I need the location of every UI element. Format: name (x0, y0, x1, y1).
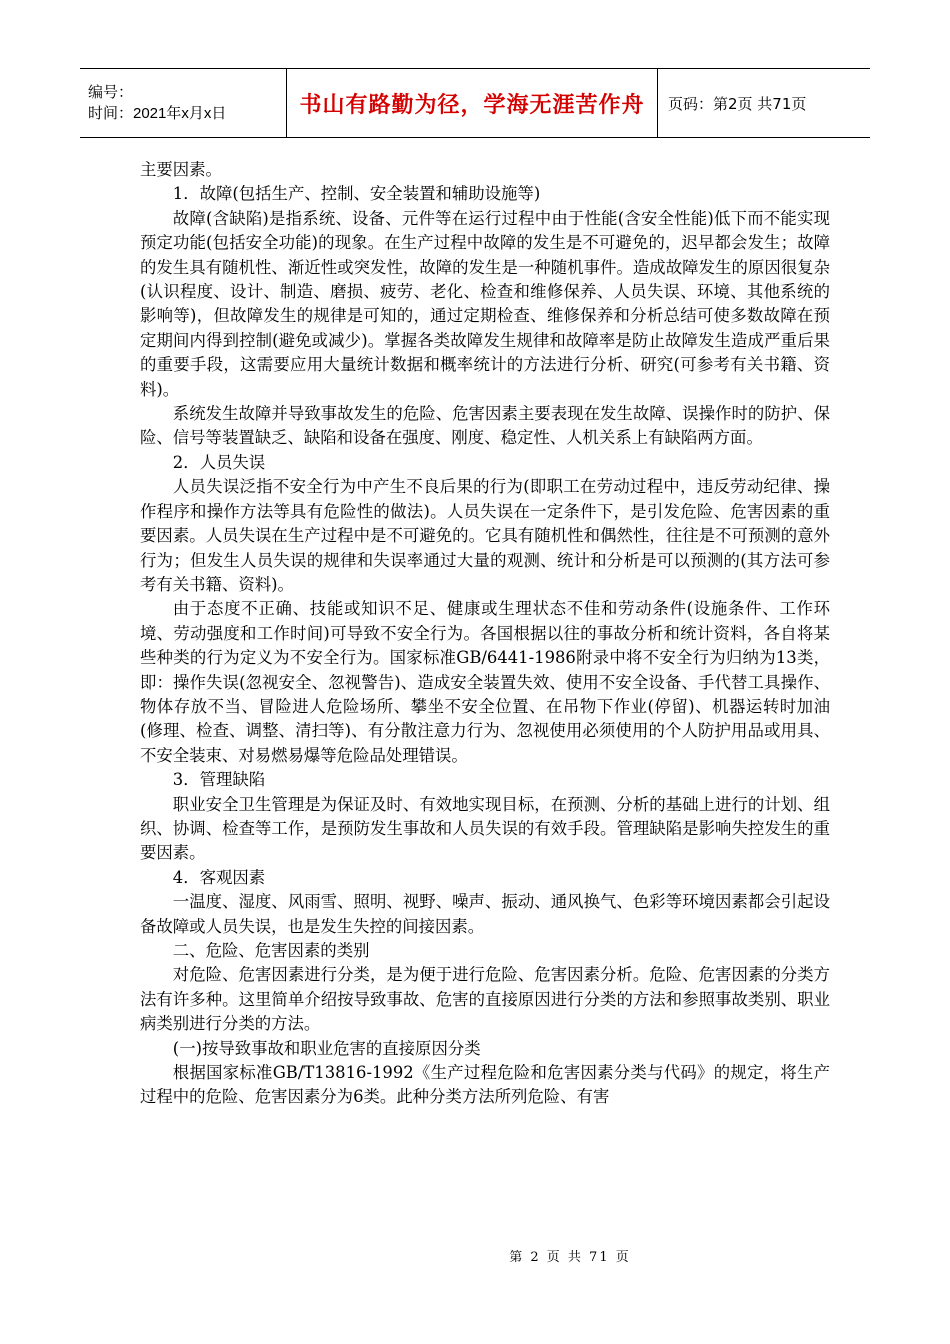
paragraph: (一)按导致事故和职业危害的直接原因分类 (172, 1038, 481, 1058)
paragraph: 3．管理缺陷 (172, 770, 266, 790)
header-meta (80, 69, 286, 137)
paragraph: 一温度、湿度、风雨雪、照明、视野、噪声、振动、通风换气、色彩等环境因素都会引起设备故障或人员失误，也是发生失控的间接因素。 (140, 892, 830, 936)
page-header (80, 68, 870, 138)
document-body (140, 158, 830, 1110)
paragraph: 由于态度不正确、技能或知识不足、健康或生理状态不佳和劳动条件(设施条件、工作环境、劳动强度和工作时间)可导致不安全行为。各国根据以往的事故分析和统计资料，各自将某些种类的行为定义为不安全行为。国家标准GB/6441-1986附录中将不安全行为归纳为13类，即：操作失误(忽视安全、忽视警告)、造成安全装置失效、使用不安全设备、手代替工具操作、物体存放不当、冒险进人危险场所、攀坐不安全位置、在吊物下作业(停留)、机器运转时加油(修理、检查、调整、清扫等)、有分散注意力行为、忽视使用必须使用的个人防护用品或用具、不安全装束、对易燃易爆等危险品处理错误。 (140, 599, 830, 765)
paragraph: 2．人员失误 (172, 452, 266, 472)
paragraph: 人员失误泛指不安全行为中产生不良后果的行为(即职工在劳动过程中，违反劳动纪律、操作程序和操作方法等具有危险性的做法)。人员失误在一定条件下，是引发危险、危害因素的重要因素。人员失误在生产过程中是不可避免的。它具有随机性和偶然性，往往是不可预测的意外行为；但发生人员失误的规律和失误率通过大量的观测、统计和分析是可以预测的(其方法可参考有关书籍、资料)。 (140, 477, 830, 594)
paragraph: 系统发生故障并导致事故发生的危险、危害因素主要表现在发生故障、误操作时的防护、保险、信号等装置缺乏、缺陷和设备在强度、刚度、稳定性、人机关系上有缺陷两方面。 (140, 404, 830, 448)
paragraph: 主要因素。 (140, 160, 222, 179)
page-footer: 第 2 页 共 71 页 (509, 1250, 631, 1265)
paragraph: 对危险、危害因素进行分类，是为便于进行危险、危害因素分析。危险、危害因素的分类方法有许多种。这里简单介绍按导致事故、危害的直接原因进行分类的方法和参照事故类别、职业病类别进行分类的方法。 (140, 965, 830, 1034)
header-motto: 书山有路勤为径，学海无涯苦作舟 (286, 69, 658, 137)
paragraph: 1．故障(包括生产、控制、安全装置和辅助设施等) (172, 184, 541, 204)
paragraph: 职业安全卫生管理是为保证及时、有效地实现目标，在预测、分析的基础上进行的计划、组织、协调、检查等工作，是预防发生事故和人员失误的有效手段。管理缺陷是影响失控发生的重要因素。 (140, 794, 830, 863)
paragraph: 根据国家标准GB/T13816-1992《生产过程危险和危害因素分类与代码》的规定，将生产过程中的危险、危害因素分为6类。此种分类方法所列危险、有害 (140, 1063, 830, 1107)
serial-number-label: 编号： (88, 84, 134, 101)
paragraph: 二、危险、危害因素的类别 (172, 941, 370, 960)
paragraph: 故障(含缺陷)是指系统、设备、元件等在运行过程中由于性能(含安全性能)低下而不能实现预定功能(包括安全功能)的现象。在生产过程中故障的发生是不可避免的，迟早都会发生；故障的发生具有随机性、渐近性或突发性，故障的发生是一种随机事件。造成故障发生的原因很复杂(认识程度、设计、制造、磨损、疲劳、老化、检查和维修保养、人员失误、环境、其他系统的影响等)，但故障发生的规律是可知的，通过定期检查、维修保养和分析总结可使多数故障在预定期间内得到控制(避免或减少)。掌握各类故障发生规律和故障率是防止故障发生造成严重后果的重要手段，这需要应用大量统计数据和概率统计的方法进行分析、研究(可参考有关书籍、资料)。 (140, 208, 830, 399)
header-page-info: 页码：第2页 共71页 (668, 94, 807, 113)
date-line: 时间：2021年x月x日 (88, 105, 227, 122)
paragraph: 4．客观因素 (172, 867, 266, 887)
